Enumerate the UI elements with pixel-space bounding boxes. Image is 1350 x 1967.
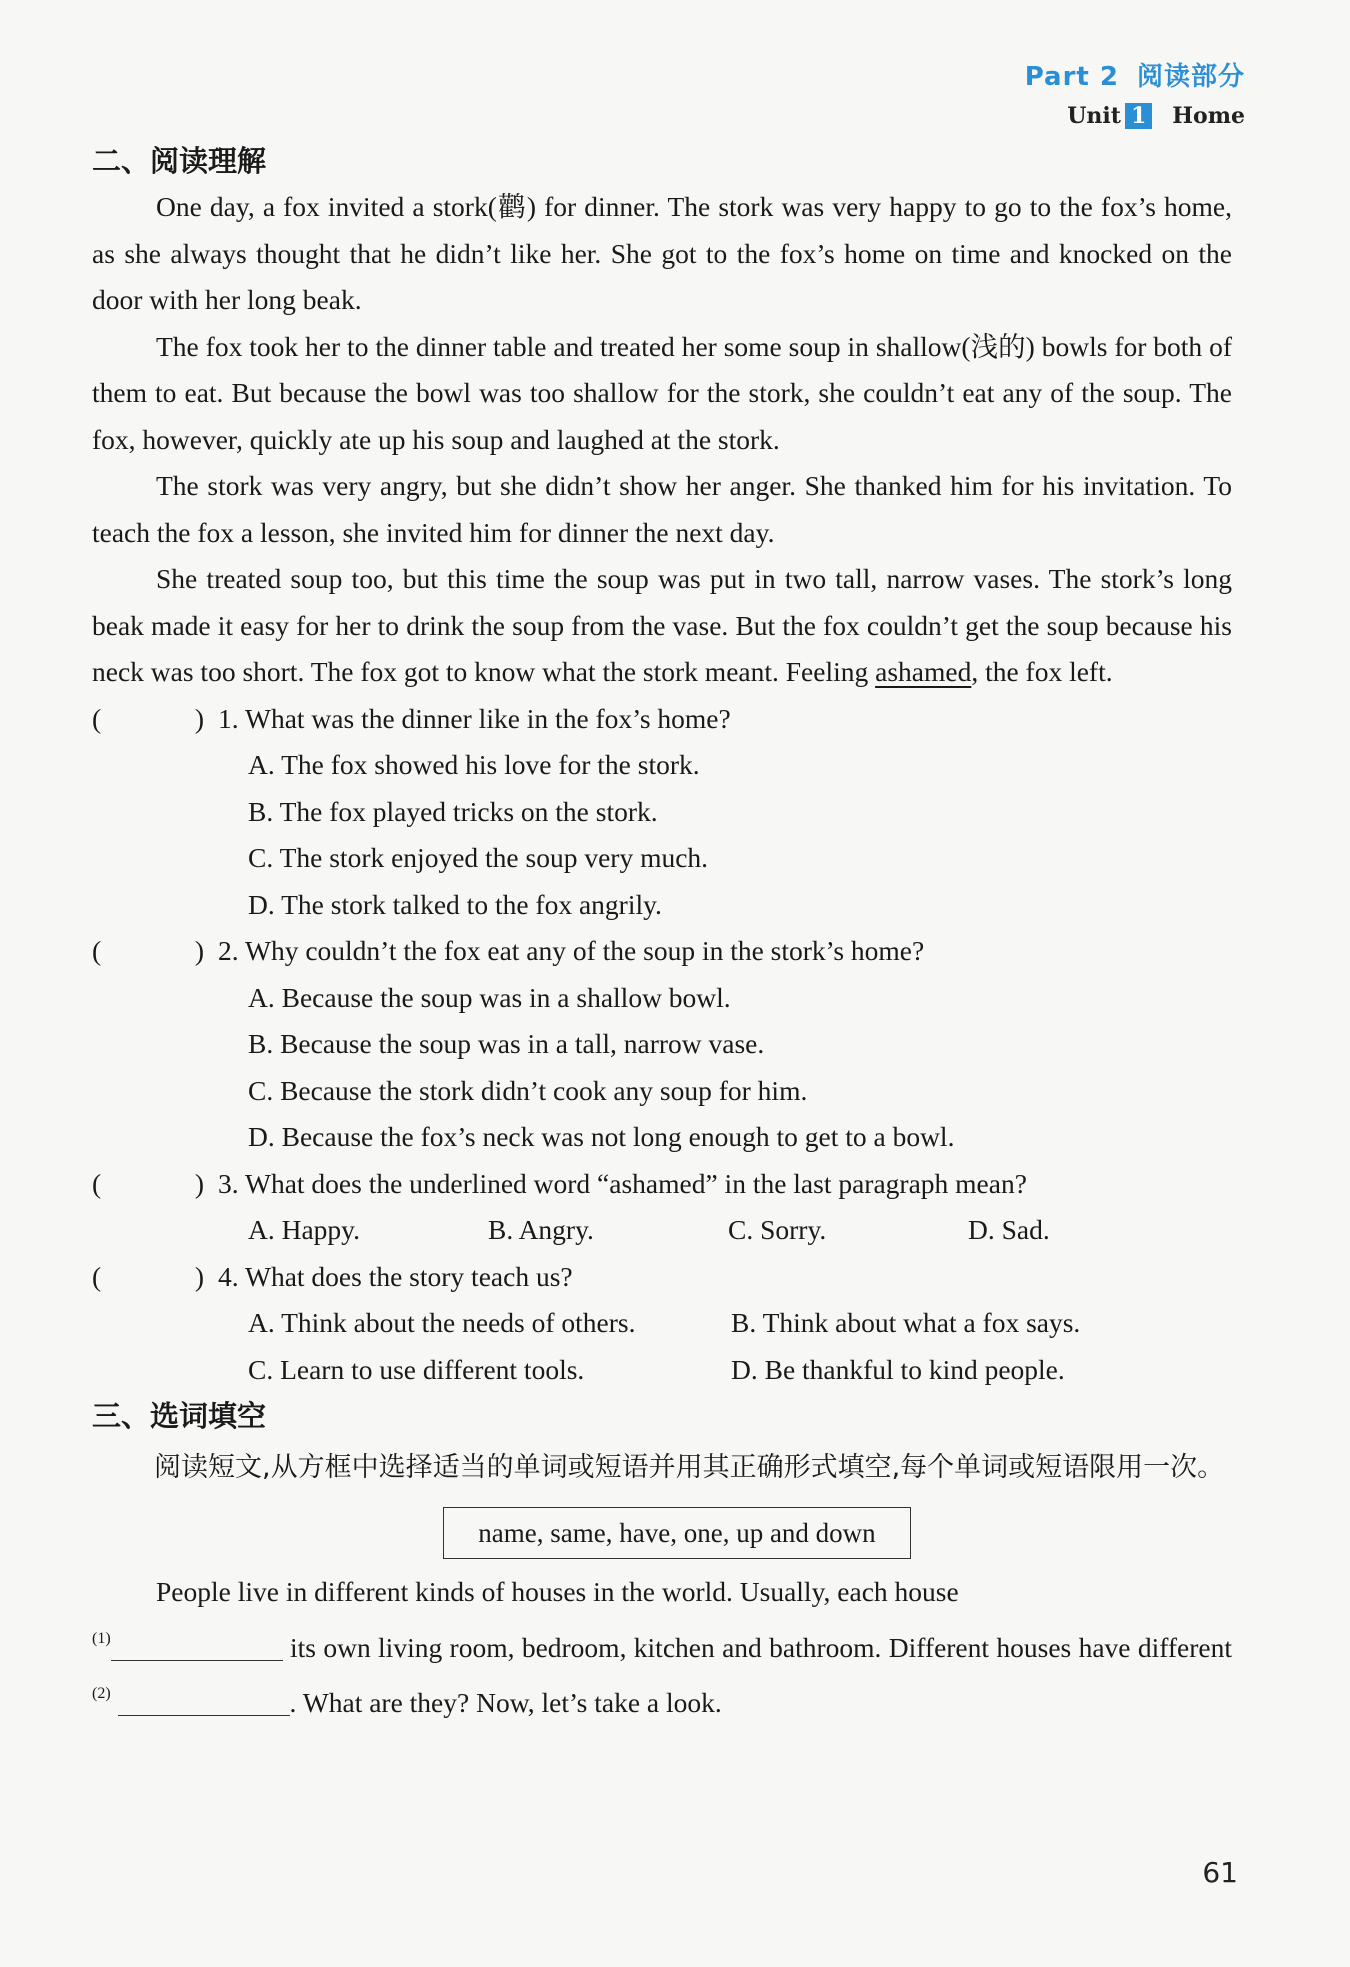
passage-text-end: . What are they? Now, let’s take a look. <box>289 1687 722 1718</box>
blank-1-number: (1) <box>92 1629 111 1647</box>
option-d: D. Because the fox’s neck was not long enough to get to a bowl. <box>248 1121 955 1152</box>
option-b: B. The fox played tricks on the stork. <box>248 795 658 827</box>
unit-number-badge: 1 <box>1125 103 1152 129</box>
part-label <box>1025 56 1245 93</box>
question-text: 2. Why couldn’t the fox eat any of the soup in the stork’s home? <box>218 935 925 966</box>
question-4 <box>92 1254 1232 1394</box>
unit-title: Home <box>1172 103 1245 129</box>
passage-paragraph-2: The fox took her to the dinner table and treated her some soup in shallow(浅的) bowls for both of them to eat. But because the bowl was too shallow for the stork, she couldn’t eat any of the soup. The fox, however, quickly ate up his soup and laughed at the stork. <box>92 330 1232 455</box>
word-box: name, same, have, one, up and down <box>443 1507 910 1559</box>
question-text: 3. What does the underlined word “ashamed” in the last paragraph mean? <box>218 1167 1027 1199</box>
option-b: B. Think about what a fox says. <box>731 1307 1081 1338</box>
option-b: B. Because the soup was in a tall, narrow vase. <box>248 1028 765 1059</box>
blank-2[interactable] <box>118 1687 290 1716</box>
question-3 <box>92 1161 1232 1254</box>
unit-label <box>1025 103 1245 129</box>
page-content <box>92 138 1232 1727</box>
paren-open: ( <box>92 935 102 966</box>
question-text: 1. What was the dinner like in the fox’s home? <box>218 702 731 734</box>
passage-paragraph-1: One day, a fox invited a stork(鹳) for dinner. The stork was very happy to go to the fox’s home, as she always thought that he didn’t like her. She got to the fox’s home on time and knocked on the door with her long beak. <box>92 191 1232 315</box>
unit-word: Unit <box>1067 103 1121 129</box>
blank-1[interactable] <box>111 1632 283 1661</box>
option-a: A. Think about the needs of others. <box>248 1307 636 1338</box>
question-2 <box>92 928 1232 1161</box>
para4-text-start: She treated soup too, but this time the soup was put in two tall, narrow vases. The stork’s long beak made it easy for her to drink the soup from the vase. But the fox couldn’t get the soup because his neck was too short. The fox got to know what the stork meant. Feeling <box>92 563 1232 687</box>
paren-close: ) <box>194 1167 204 1199</box>
option-b: B. Angry. <box>488 1214 594 1245</box>
option-c: C. Sorry. <box>728 1214 827 1245</box>
paren-open: ( <box>92 1260 102 1292</box>
para4-text-end: , the fox left. <box>971 656 1113 687</box>
question-1 <box>92 696 1232 929</box>
answer-bracket[interactable] <box>92 1254 208 1301</box>
fill-in-passage <box>92 1569 1232 1727</box>
option-d: D. Sad. <box>968 1214 1050 1245</box>
option-a: A. The fox showed his love for the stork. <box>248 749 700 780</box>
passage-text-mid: its own living room, bedroom, kitchen and bathroom. Different houses have different <box>282 1631 1232 1663</box>
passage-paragraph-4 <box>92 556 1232 696</box>
question-text: 4. What does the story teach us? <box>218 1260 573 1292</box>
options-row <box>92 1207 1232 1254</box>
options-grid <box>92 1300 1232 1393</box>
word-box-wrapper <box>92 1507 1232 1559</box>
answer-bracket[interactable] <box>92 696 208 743</box>
underlined-word: ashamed <box>875 656 972 687</box>
page-header <box>1025 56 1245 129</box>
blank-2-number: (2) <box>92 1685 111 1702</box>
section-title-reading: 二、阅读理解 <box>92 144 267 178</box>
paren-close: ) <box>194 702 204 734</box>
option-c: C. Learn to use different tools. <box>248 1353 585 1385</box>
option-c: C. Because the stork didn’t cook any soup for him. <box>248 1074 808 1106</box>
part-cn: 阅读部分 <box>1136 62 1245 92</box>
instruction-text: 阅读短文,从方框中选择适当的单词或短语并用其正确形式填空,每个单词或短语限用一次。 <box>154 1452 1225 1483</box>
part-en: Part 2 <box>1024 62 1119 92</box>
option-d: D. Be thankful to kind people. <box>731 1353 1065 1385</box>
paren-close: ) <box>194 935 204 966</box>
option-c: C. The stork enjoyed the soup very much. <box>248 842 709 873</box>
passage-paragraph-3: The stork was very angry, but she didn’t show her anger. She thanked him for his invitation. To teach the fox a lesson, she invited him for dinner the next day. <box>92 470 1232 548</box>
page-number: 61 <box>1202 1856 1238 1889</box>
paren-open: ( <box>92 702 102 734</box>
option-d: D. The stork talked to the fox angrily. <box>248 888 662 920</box>
passage-text-start: People live in different kinds of houses in the world. Usually, each house <box>156 1576 959 1607</box>
answer-bracket[interactable] <box>92 928 208 975</box>
paren-close: ) <box>194 1260 204 1292</box>
option-a: A. Happy. <box>248 1214 361 1245</box>
section-title-fill-in: 三、选词填空 <box>92 1399 267 1433</box>
option-a: A. Because the soup was in a shallow bowl. <box>248 981 731 1013</box>
paren-open: ( <box>92 1167 102 1199</box>
answer-bracket[interactable] <box>92 1161 208 1208</box>
